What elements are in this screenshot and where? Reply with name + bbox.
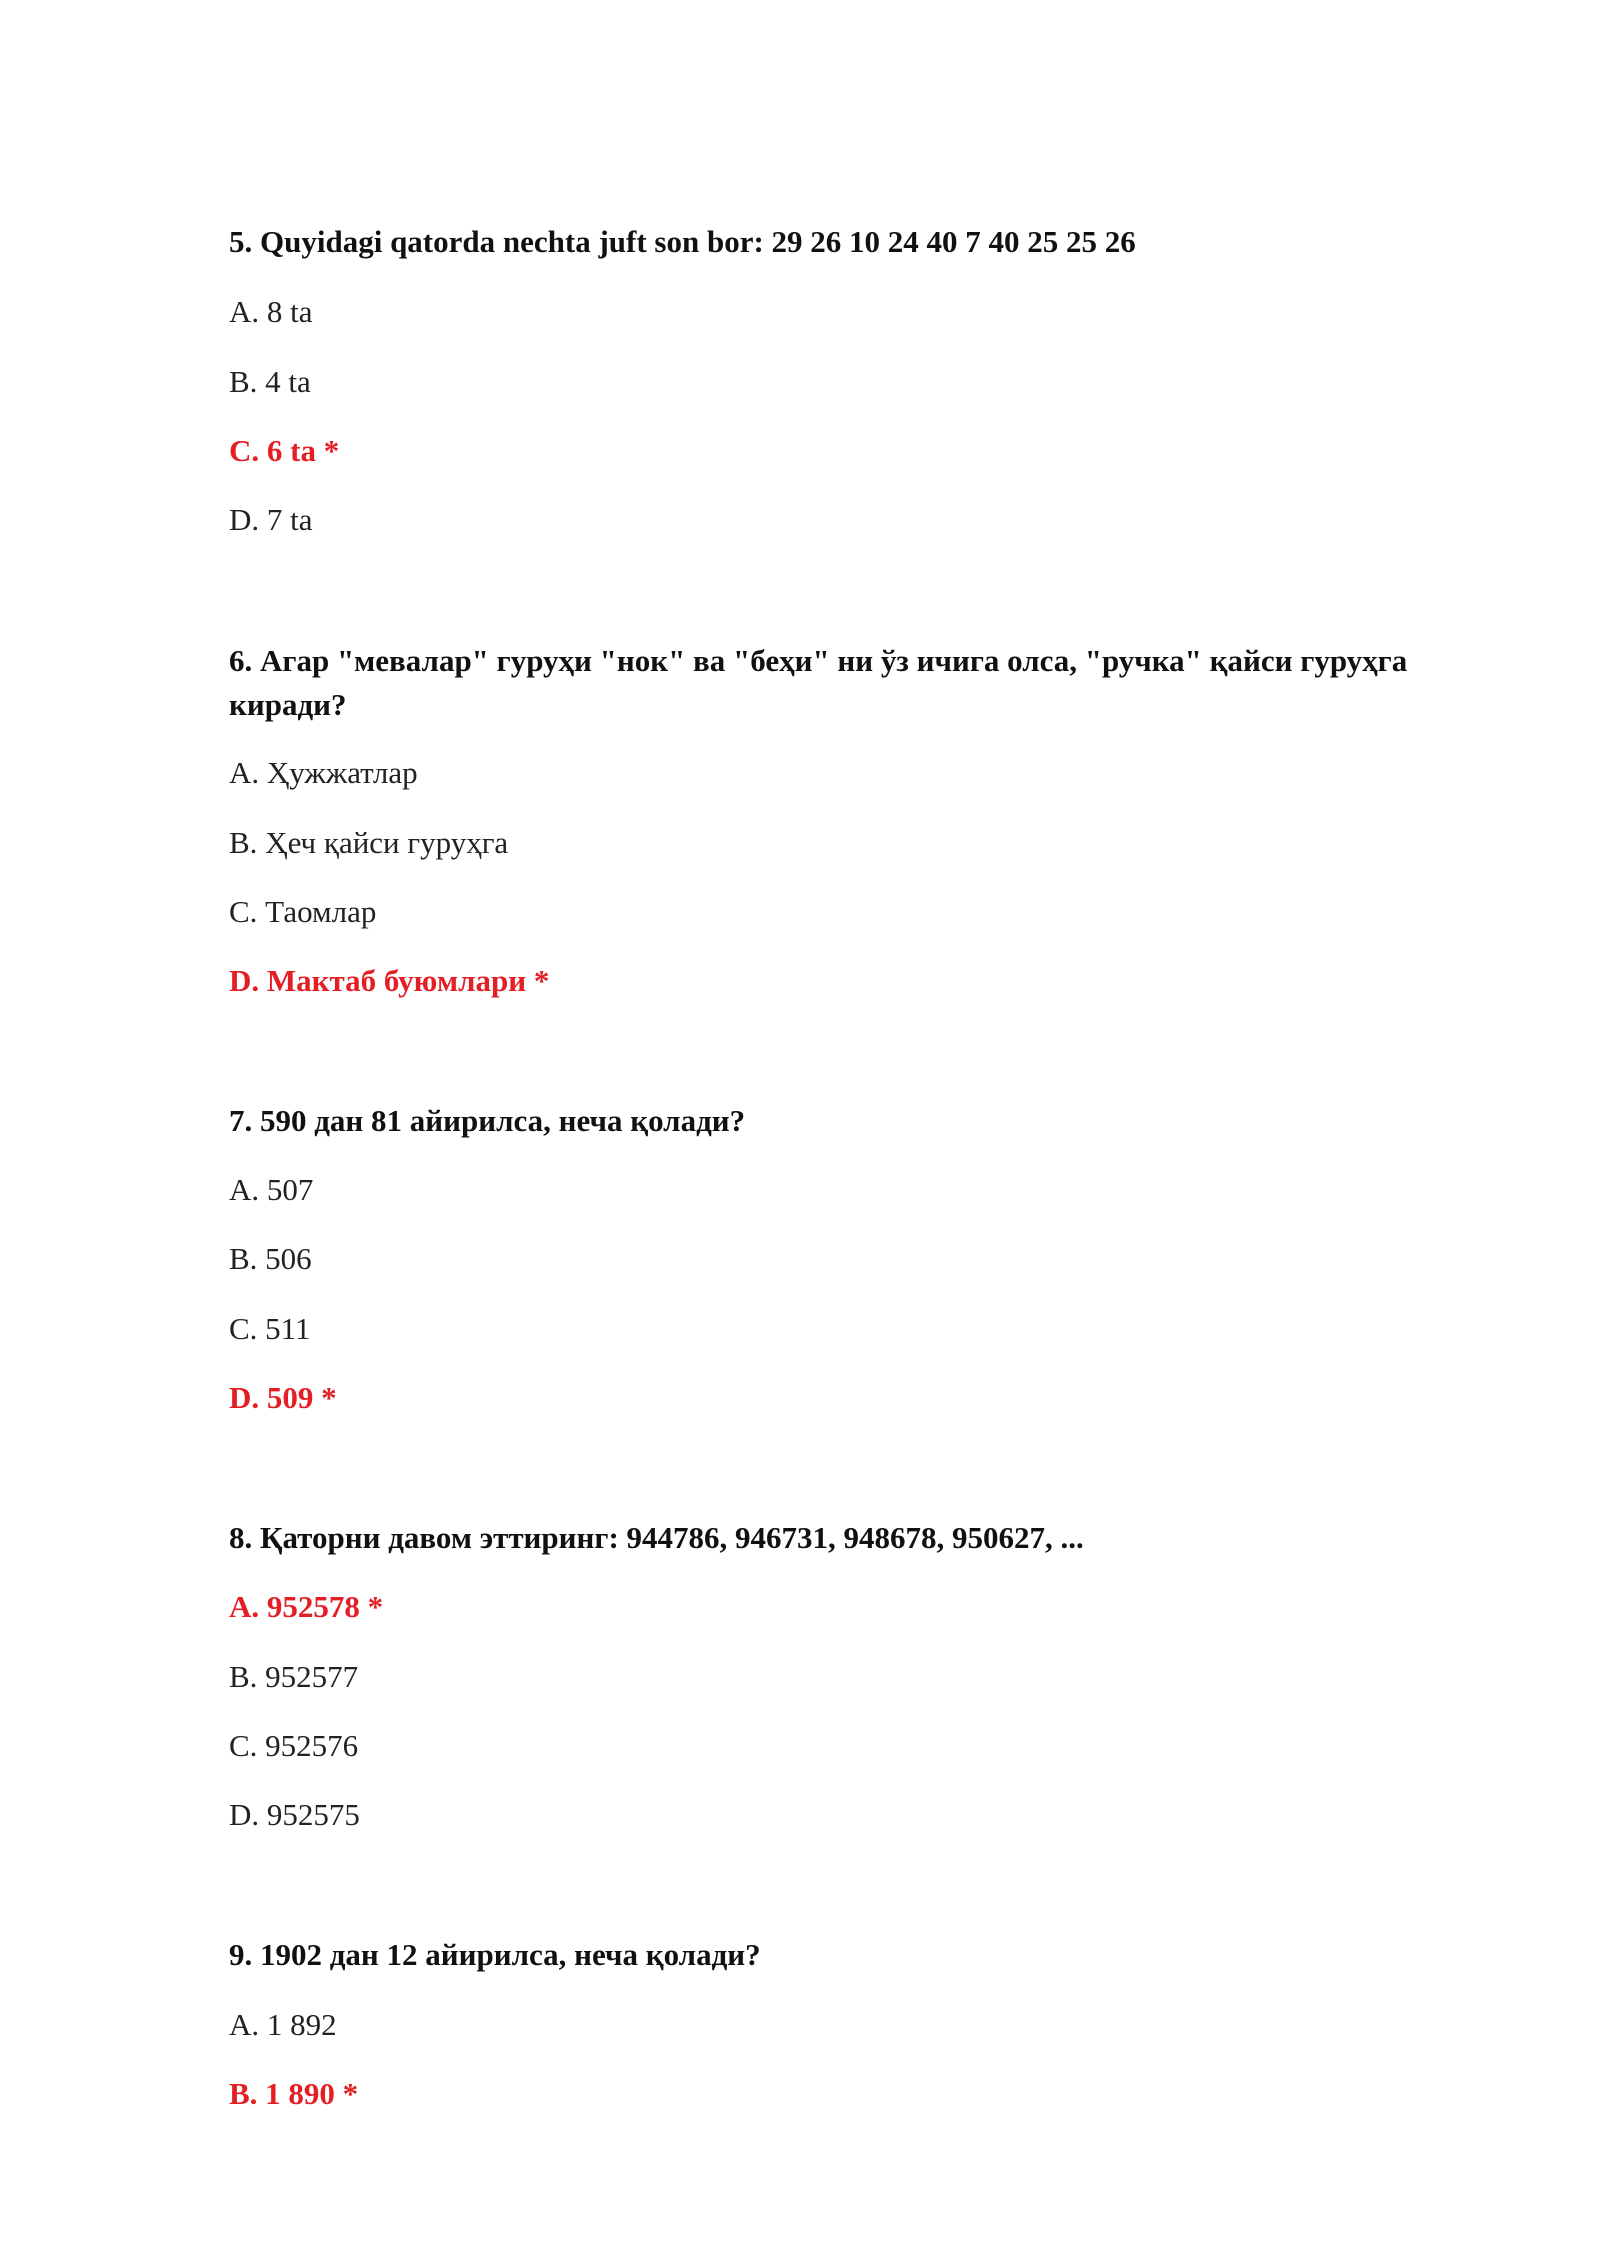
question-6-option-b: B. Ҳеч қайси гуруҳга — [229, 825, 509, 860]
question-6-text-line-1: 6. Агар "мевалар" гуруҳи "нок" ва "беҳи" ни ўз ичига олса, "ручка" қайси гуруҳга — [229, 643, 1408, 678]
question-7-option-a: A. 507 — [229, 1172, 314, 1207]
question-7-text: 7. 590 дан 81 айирилса, неча қолади? — [229, 1103, 746, 1138]
question-6-text-line-2: киради? — [229, 687, 347, 722]
question-9-option-b-correct: B. 1 890 * — [229, 2076, 359, 2111]
question-5-option-c-correct: C. 6 ta * — [229, 433, 340, 468]
question-8-option-b: B. 952577 — [229, 1659, 359, 1694]
question-6-option-a: A. Ҳужжатлар — [229, 755, 418, 790]
question-7-option-b: B. 506 — [229, 1241, 312, 1276]
question-6-option-c: C. Таомлар — [229, 894, 377, 929]
question-6-option-d-correct: D. Мактаб буюмлари * — [229, 963, 550, 998]
question-5-option-b: B. 4 ta — [229, 364, 311, 399]
question-7-option-c: C. 511 — [229, 1311, 311, 1346]
question-8-option-c: C. 952576 — [229, 1728, 359, 1763]
question-8-option-a-correct: A. 952578 * — [229, 1589, 384, 1624]
question-5-option-a: A. 8 ta — [229, 294, 313, 329]
question-8-option-d: D. 952575 — [229, 1797, 360, 1832]
question-5-option-d: D. 7 ta — [229, 502, 313, 537]
question-8-text: 8. Қаторни давом эттиринг: 944786, 946731, 948678, 950627, ... — [229, 1520, 1084, 1555]
question-9-option-a: A. 1 892 — [229, 2007, 337, 2042]
question-5-text: 5. Quyidagi qatorda nechta juft son bor: 29 26 10 24 40 7 40 25 25 26 — [229, 224, 1136, 259]
question-9-text: 9. 1902 дан 12 айирилса, неча қолади? — [229, 1937, 761, 1972]
question-7-option-d-correct: D. 509 * — [229, 1380, 337, 1415]
